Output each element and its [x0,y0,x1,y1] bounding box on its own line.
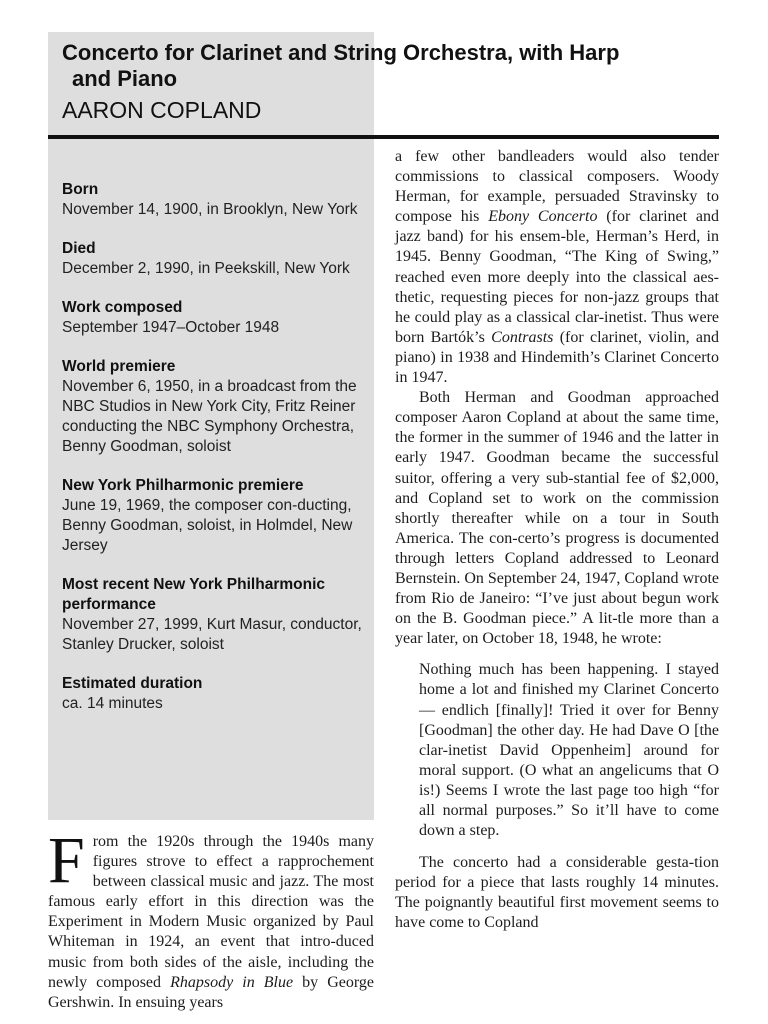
page-title [62,40,712,92]
fact-recent-performance [62,575,367,655]
fact-born [62,180,367,220]
fact-label: Born [62,181,99,198]
article-column-right [395,147,719,934]
header-rule [48,135,719,139]
article-paragraph [48,824,374,1013]
fact-value: November 6, 1950, in a broadcast from the NBC Studios in New York City, Fritz Reiner conducting the NBC Symphony Orchestra, Benny Goodman, soloist [62,378,357,455]
text-run: a few other bandleaders would also tender commissions to classical composers. Woody Herman, for example, persuaded Stravinsky to compose his [395,148,719,226]
fact-label: Most recent New York Philharmonic performance [62,576,325,613]
fact-value: November 14, 1900, in Brooklyn, New York [62,201,358,218]
fact-value: December 2, 1990, in Peekskill, New York [62,260,350,277]
fact-label: Died [62,240,96,257]
fact-nyp-premiere [62,476,367,556]
fact-label: Work composed [62,299,183,316]
work-title: Ebony Concerto [488,208,598,226]
fact-value: September 1947–October 1948 [62,319,280,336]
fact-label: World premiere [62,358,176,375]
article-column-left [48,824,374,1013]
fact-died [62,239,367,279]
text-run: by George Gershwin. In ensuing years [48,973,374,1011]
fact-value: November 27, 1999, Kurt Masur, conductor, Stanley Drucker, soloist [62,616,362,653]
article-paragraph: The concerto had a considerable gesta-tion period for a piece that lasts roughly 14 minutes. The poignantly beautiful first movement seems to have come to Copland [395,854,719,932]
composer-name: AARON COPLAND [62,97,262,123]
title-line-2: and Piano [72,66,178,91]
text-run: (for clarinet, violin, and piano) in 1938 and Hindemith’s Clarinet Concerto in 1947. [395,328,720,387]
fact-label: Estimated duration [62,675,203,692]
fact-value: ca. 14 minutes [62,695,163,712]
fact-value: June 19, 1969, the composer con-ducting, Benny Goodman, soloist, in Holmdel, New Jersey [62,497,353,554]
fact-work-composed [62,298,367,338]
block-quote: Nothing much has been happening. I stayed home a lot and finished my Clarinet Concerto — endlich [finally]! Tried it over for Benny [Goodman] the other day. He had Dave O [the clar-inetist David Oppenheim] around for moral support. (O what an angelicums that O is!) Seems I wrote the last page too high “for all normal purposes.” So it’ll have to come down a step. [419,661,719,840]
fact-world-premiere [62,357,367,457]
drop-cap: F [48,824,85,897]
facts-list [62,180,367,733]
article-paragraph: Both Herman and Goodman approached composer Aaron Copland at about the same time, the former in the summer of 1946 and the latter in early 1947. Goodman became the successful suitor, offering a very sub-stantial fee of $2,000, and Copland set to work on the commission shortly thereafter while on a tour in South America. The con-certo’s progress is documented through letters Copland addressed to Leonard Bernstein. On September 24, 1947, Copland wrote from Rio de Janeiro: “I’ve just about begun work on the B. Goodman piece.” A lit-tle more than a year later, on October 18, 1948, he wrote: [395,389,719,648]
article-paragraph [395,147,719,388]
fact-label: New York Philharmonic premiere [62,477,304,494]
title-line-1: Concerto for Clarinet and String Orchestra, with Harp [62,40,620,65]
work-title: Rhapsody in Blue [170,973,294,991]
text-run: (for clarinet and jazz band) for his ensem-ble, Herman’s Herd, in 1945. Benny Goodman, “The King of Swing,” reached even more deeply into the classical aes-thetic, requesting pieces for non-jazz groups that he could play as a classical clar-inetist. Thus were born Bartók’s [395,208,719,346]
work-title: Contrasts [491,328,554,346]
text-run: rom the 1920s through the 1940s many figures strove to effect a rapprochement between classical music and jazz. The most famous early effort in this direction was the Experiment in Modern Music organized by Paul Whiteman in 1924, an event that intro-duced music from both sides of the aisle, including the newly composed [48,833,374,991]
fact-duration [62,674,367,714]
